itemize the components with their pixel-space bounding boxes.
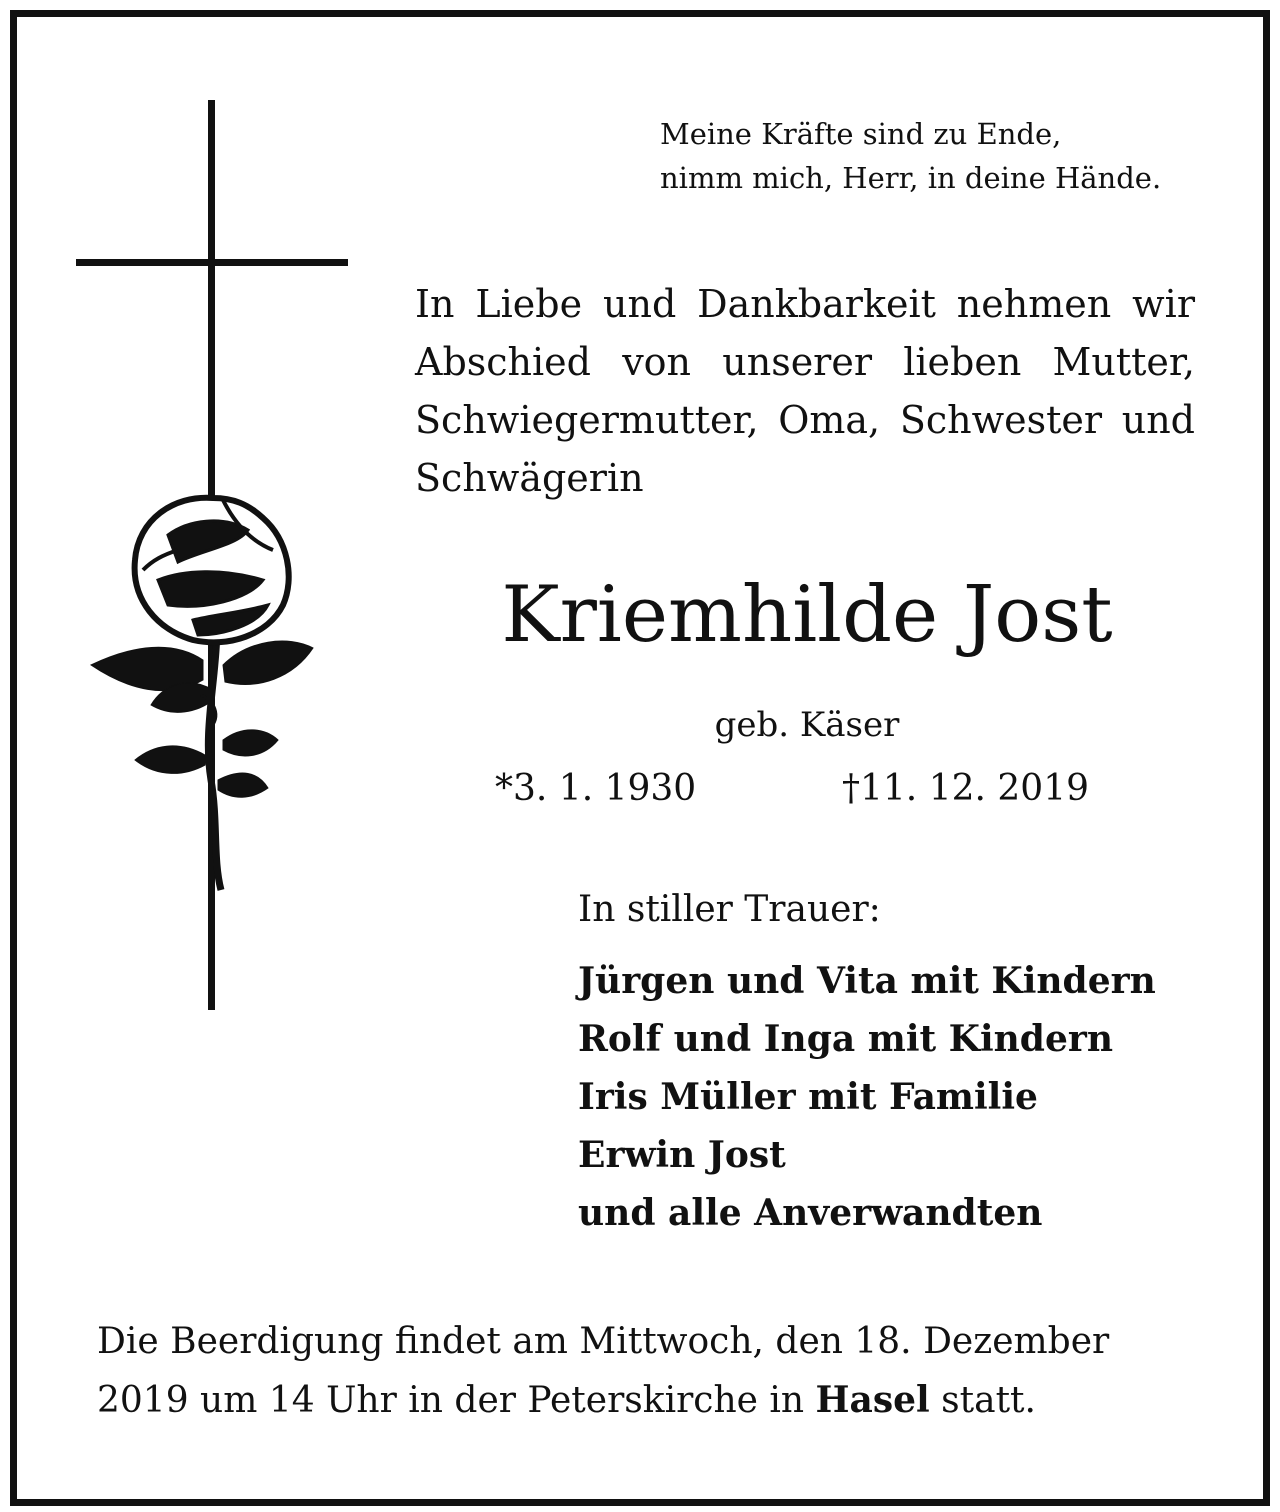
intro-line: Schwägerin: [415, 456, 644, 500]
funeral-notice: [97, 1313, 1109, 1430]
mourner-entry: Rolf und Inga mit Kindern: [578, 1018, 1114, 1060]
funeral-line: [97, 1371, 1109, 1430]
mourning-label: In stiller Trauer:: [578, 889, 881, 930]
maiden-name: geb. Käser: [714, 705, 900, 745]
intro-line: Schwiegermutter, Oma, Schwester und: [415, 398, 1195, 442]
death-date: †11. 12. 2019: [842, 768, 1090, 809]
deceased-name: Kriemhilde Jost: [501, 570, 1113, 660]
funeral-text: statt.: [929, 1380, 1036, 1421]
funeral-text: 2019 um 14 Uhr in der Peterskirche in: [97, 1380, 816, 1421]
funeral-place: Hasel: [815, 1379, 930, 1421]
intro-line: Abschied von unserer lieben Mutter,: [415, 340, 1195, 384]
mourners-list: [578, 952, 1156, 1242]
quote-verse: [660, 112, 1161, 200]
funeral-line: Die Beerdigung findet am Mittwoch, den 18. Dezember: [97, 1321, 1110, 1362]
rose-icon: [91, 498, 313, 890]
quote-line: nimm mich, Herr, in deine Hände.: [660, 161, 1162, 195]
intro-text: [415, 275, 1195, 507]
mourner-entry: Jürgen und Vita mit Kindern: [578, 960, 1156, 1002]
obituary-frame: [10, 10, 1270, 1506]
cross-with-rose-illustration: [73, 100, 363, 1020]
birth-date: *3. 1. 1930: [495, 768, 697, 809]
mourner-entry: und alle Anverwandten: [578, 1192, 1043, 1234]
mourner-entry: Erwin Jost: [578, 1134, 786, 1176]
mourner-entry: Iris Müller mit Familie: [578, 1076, 1038, 1118]
intro-line: In Liebe und Dankbarkeit nehmen wir: [415, 282, 1195, 326]
quote-line: Meine Kräfte sind zu Ende,: [660, 117, 1062, 151]
